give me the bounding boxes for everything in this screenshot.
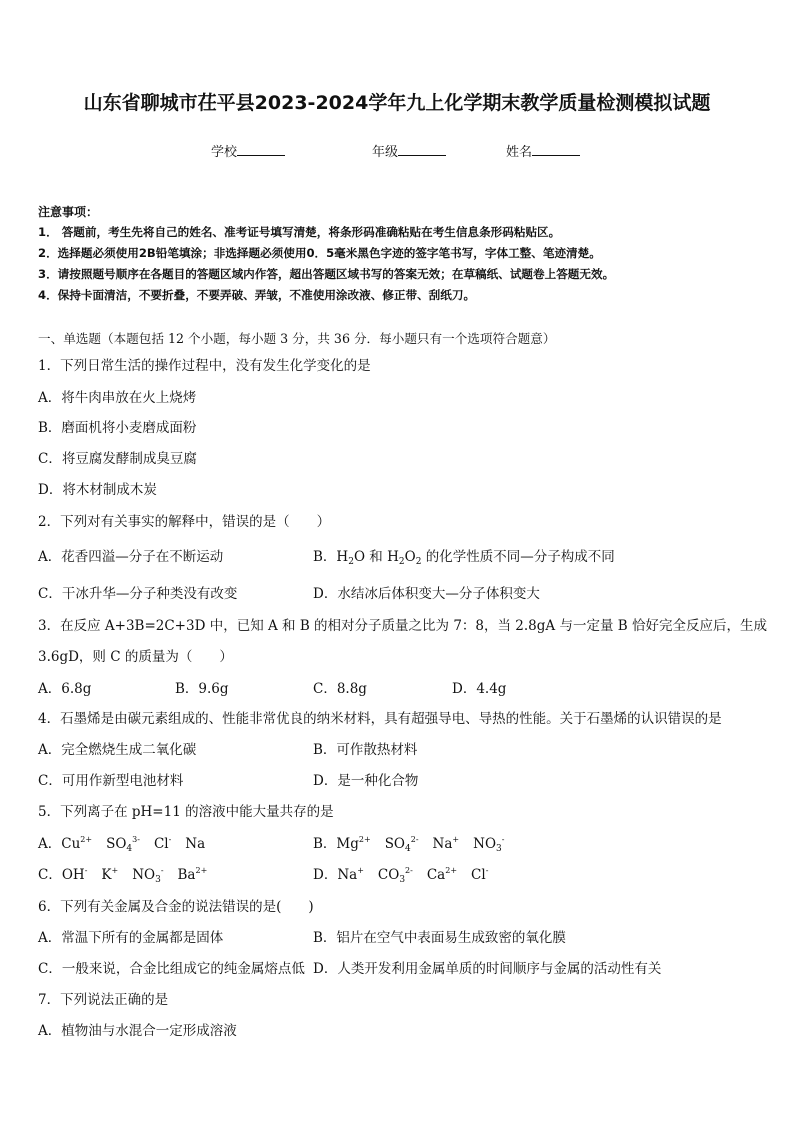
ion-subscript: 4 (405, 844, 411, 854)
q5-option-label: A． (38, 836, 62, 852)
ion-symbol: Na (185, 836, 206, 852)
grade-label: 年级 (372, 145, 399, 160)
ion-subscript: 3 (399, 875, 406, 885)
q5-option-b (313, 832, 518, 854)
q1-stem: 1．下列日常生活的操作过程中，没有发生化学变化的是 (38, 358, 371, 374)
q2-b-sub: 2 (415, 557, 422, 567)
ion (473, 836, 504, 852)
exam-title: 山东省聊城市茌平县2023-2024学年九上化学期末教学质量检测模拟试题 (83, 92, 711, 114)
q6-option-d: D．人类开发利用金属单质的时间顺序与金属的活动性有关 (313, 961, 662, 977)
ion (385, 836, 419, 852)
ion (433, 836, 460, 852)
q3-option-a: A．6.8g (38, 681, 92, 697)
school-label: 学校 (211, 145, 238, 160)
q3-option-d: D．4.4g (452, 681, 507, 697)
q2-b-formula-o2: O (404, 549, 416, 565)
ion-symbol: Cl (471, 867, 486, 883)
grade-field (372, 141, 446, 160)
q7-option-a: A．植物油与水混合一定形成溶液 (38, 1023, 237, 1039)
notes-heading: 注意事项： (38, 205, 99, 219)
q1-option-a: A．将牛肉串放在火上烧烤 (38, 390, 197, 406)
ion-charge: 2+ (80, 835, 93, 844)
ion-subscript: 3 (155, 875, 161, 885)
q2-option-c: C．干冰升华—分子种类没有改变 (38, 586, 238, 602)
ion-symbol: Na (432, 836, 453, 852)
q3-stem-line2: 3.6gD，则 C 的质量为（ ） (38, 649, 233, 665)
ion-symbol: OH (61, 867, 85, 883)
ion-charge: 2+ (358, 835, 371, 844)
q4-option-b: B．可作散热材料 (313, 742, 418, 758)
note-item-3: 3．请按照题号顺序在各题目的答题区域内作答，超出答题区域书写的答案无效；在草稿纸、试题卷上答题无效。 (38, 267, 615, 281)
ion (106, 836, 140, 852)
ion-charge: - (485, 866, 489, 875)
q2-b-sub: 2 (348, 557, 354, 567)
ion-symbol: CO (377, 867, 400, 883)
q2-option-a: A．花香四溢—分子在不断运动 (38, 549, 224, 565)
q5-option-a (38, 832, 219, 854)
ion-symbol: NO (132, 867, 156, 883)
q5-option-d (313, 863, 502, 885)
ion-charge: 3- (132, 835, 140, 844)
ion (185, 836, 205, 852)
note-item-1: 1． 答题前，考生先将自己的姓名、准考证号填写清楚，将条形码准确粘贴在考生信息条形码粘贴区。 (38, 225, 561, 239)
q2-stem: 2．下列对有关事实的解释中，错误的是（ ） (38, 514, 331, 530)
q1-option-b: B．磨面机将小麦磨成面粉 (38, 420, 197, 436)
q6-option-c: C．一般来说，合金比组成它的纯金属熔点低 (38, 961, 305, 977)
ion-subscript: 3 (496, 844, 502, 854)
ion (61, 836, 92, 852)
q5-option-label: B． (313, 836, 337, 852)
ion-symbol: Ca (426, 867, 446, 883)
ion-charge: 2+ (445, 866, 458, 875)
q4-stem: 4．石墨烯是由碳元素组成的、性能非常优良的纳米材料，具有超强导电、导热的性能。关于石墨烯的认识错误的是 (38, 711, 722, 727)
q4-option-d: D．是一种化合物 (313, 773, 419, 789)
q5-option-label: D． (313, 867, 338, 883)
q5-option-label: C． (38, 867, 62, 883)
q3-option-b: B．9.6g (175, 681, 229, 697)
ion-symbol: Mg (336, 836, 359, 852)
ion (178, 867, 208, 883)
ion (154, 836, 171, 852)
ion-charge: 2+ (195, 866, 208, 875)
q3-stem-line1: 3．在反应 A+3B=2C+3D 中，已知 A 和 B 的相对分子质量之比为 7：8，当 2.8gA 与一定量 B 恰好完全反应后，生成 (38, 618, 767, 634)
q5-stem: 5．下列离子在 pH=11 的溶液中能大量共存的是 (38, 804, 334, 820)
ion (101, 867, 118, 883)
student-info-row (0, 141, 794, 159)
ion-charge: 2- (410, 835, 419, 844)
name-blank (532, 143, 580, 156)
q2-b-text: 的化学性质不同—分子构成不同 (421, 549, 615, 565)
note-item-4: 4．保持卡面清洁，不要折叠，不要弄破、弄皱，不准使用涂改液、修正带、刮纸刀。 (38, 288, 476, 302)
ion-symbol: Na (337, 867, 358, 883)
grade-blank (398, 143, 446, 156)
ion (471, 867, 488, 883)
q4-option-c: C．可用作新型电池材料 (38, 773, 184, 789)
ion-symbol: NO (473, 836, 497, 852)
ion-charge: - (160, 866, 164, 875)
ion-symbol: SO (106, 836, 127, 852)
ion-symbol: Cl (153, 836, 169, 852)
ion-symbol: SO (384, 836, 406, 852)
ion-symbol: K (101, 867, 112, 883)
q2-option-b (313, 545, 615, 567)
ion (427, 867, 457, 883)
q2-b-sub: 2 (398, 557, 405, 567)
q7-stem: 7．下列说法正确的是 (38, 992, 169, 1008)
ion-charge: + (111, 866, 119, 875)
q1-option-d: D．将木材制成木炭 (38, 482, 157, 498)
ion (62, 867, 88, 883)
ion-charge: - (168, 835, 172, 844)
q4-option-a: A．完全燃烧生成二氧化碳 (38, 742, 197, 758)
ion-subscript: 4 (126, 844, 133, 854)
q5-option-c (38, 863, 221, 885)
q6-option-a: A．常温下所有的金属都是固体 (38, 930, 224, 946)
ion-charge: - (84, 866, 88, 875)
ion-charge: - (501, 835, 505, 844)
section-heading: 一、单选题（本题包括 12 个小题，每小题 3 分，共 36 分．每小题只有一个选项符合题意） (38, 331, 556, 346)
q2-b-formula-h: H (336, 549, 349, 565)
q3-option-c: C．8.8g (313, 681, 367, 697)
q1-option-c: C．将豆腐发酵制成臭豆腐 (38, 451, 197, 467)
ion (378, 867, 413, 883)
q6-stem: 6．下列有关金属及合金的说法错误的是( ) (38, 899, 314, 915)
q2-option-d: D．水结冰后体积变大—分子体积变大 (313, 586, 540, 602)
q2-b-label: B． (313, 549, 337, 565)
school-blank (237, 143, 285, 156)
ion-symbol: Cu (61, 836, 81, 852)
q6-option-b: B．铝片在空气中表面易生成致密的氧化膜 (313, 930, 566, 946)
name-field (506, 141, 580, 160)
school-field (211, 141, 285, 160)
ion-symbol: Ba (177, 867, 196, 883)
note-item-2: 2．选择题必须使用2B铅笔填涂；非选择题必须使用0．5毫米黑色字迹的签字笔书写，字体工整、笔迹清楚。 (38, 246, 601, 260)
q2-b-formula-o: O 和 H (353, 549, 399, 565)
ion (132, 867, 163, 883)
ion-charge: 2- (405, 866, 413, 875)
ion (336, 836, 370, 852)
ion-charge: + (452, 835, 460, 844)
name-label: 姓名 (506, 145, 533, 160)
ion (337, 867, 364, 883)
ion-charge: + (357, 866, 364, 875)
